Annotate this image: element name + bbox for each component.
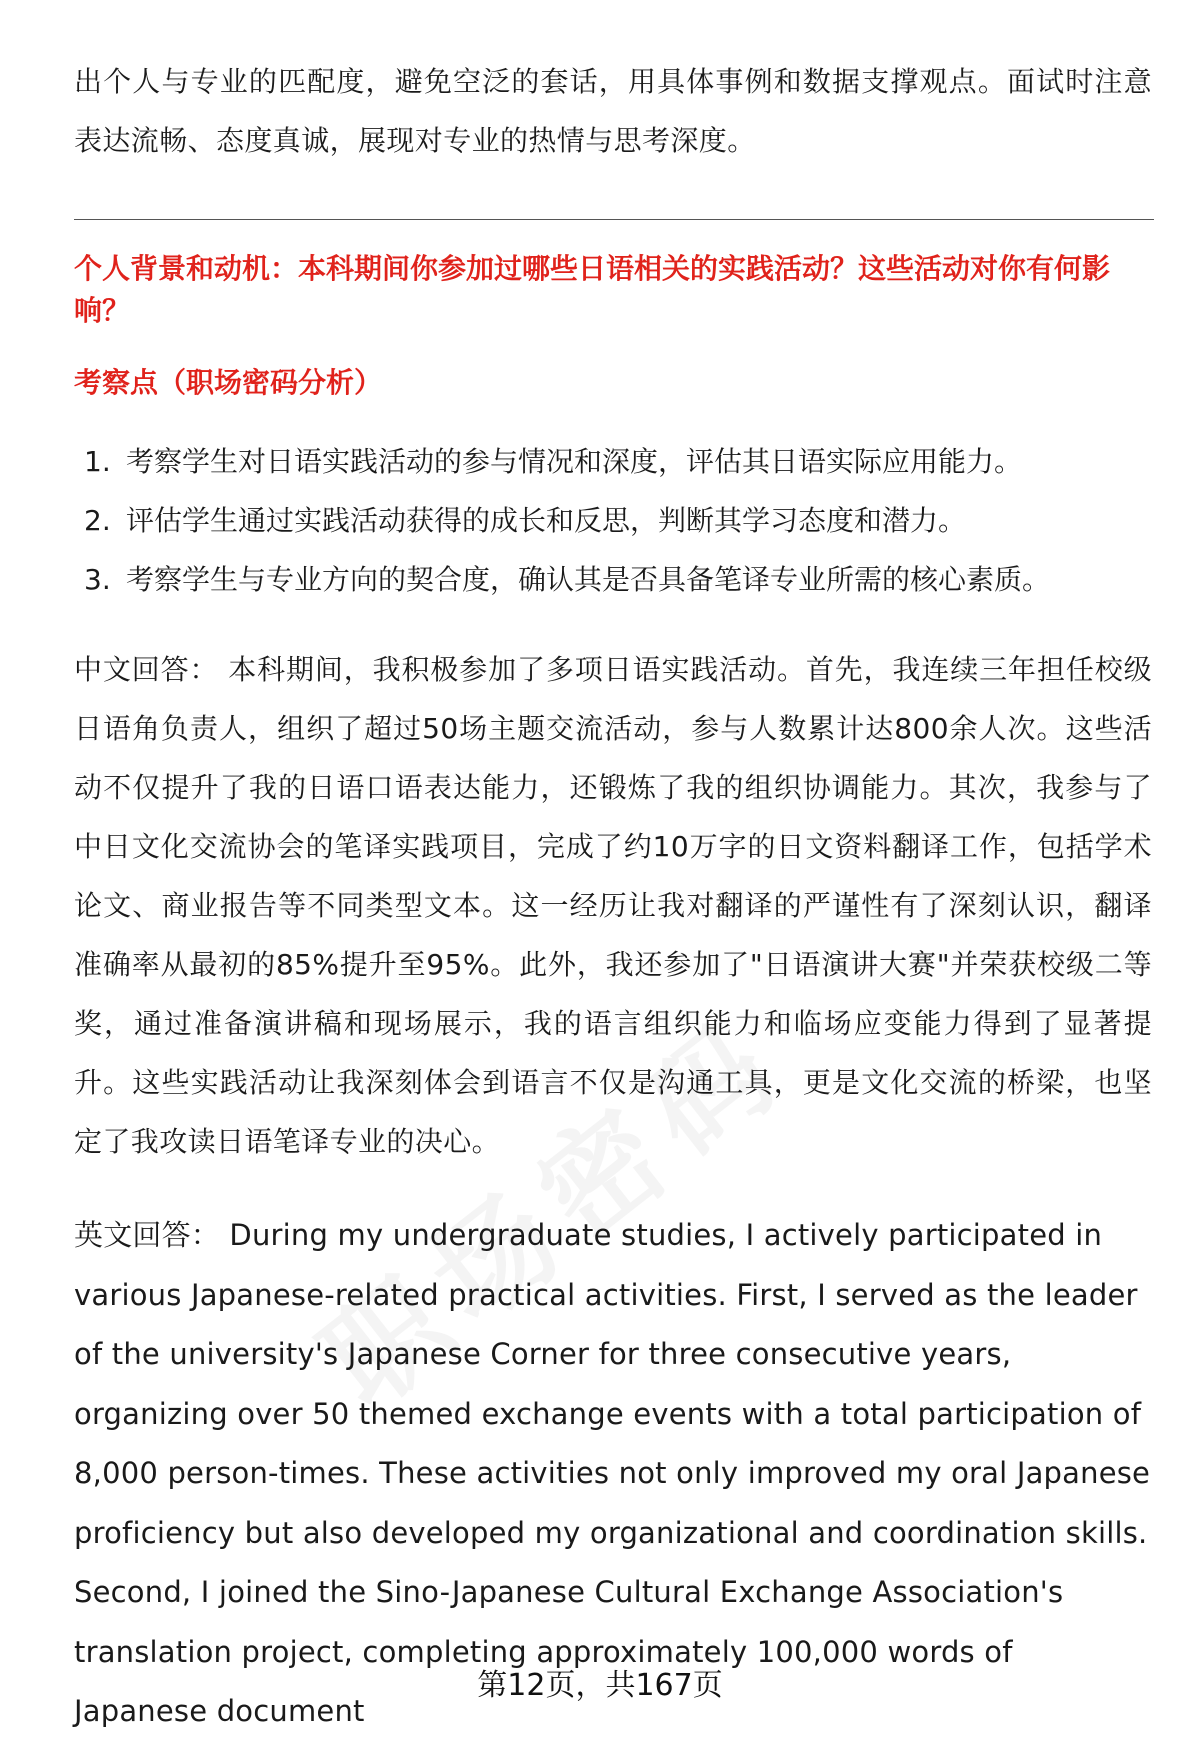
list-item	[84, 432, 1144, 491]
question-heading: 个人背景和动机：本科期间你参加过哪些日语相关的实践活动？这些活动对你有何影响？	[74, 252, 1111, 327]
focus-title: 考察点（职场密码分析）	[74, 366, 383, 399]
list-text: 考察学生对日语实践活动的参与情况和深度，评估其日语实际应用能力。	[126, 445, 1023, 478]
list-item	[84, 550, 1144, 609]
list-number: 3.	[84, 563, 111, 596]
english-answer: 英文回答： During my undergraduate studies, I actively participated in various Japanese-related practical activities. First, I served as the leader of the university's Japanese Corner for three consecutive years, organizing over 50 themed exchange events with a total participation of 8,000 person-times. These activities not only improved my oral Japanese proficiency but also developed my organizational and coordination skills. Second, I joined the Sino-Japanese Cultural Exchange Association's translation project, completing approximately 100,000 words of Japanese document	[74, 1218, 1151, 1728]
section-divider	[74, 219, 1154, 220]
page-number: 第12页，共167页	[477, 1668, 723, 1703]
list-text: 考察学生与专业方向的契合度，确认其是否具备笔译专业所需的核心素质。	[126, 563, 1051, 596]
list-text: 评估学生通过实践活动获得的成长和反思，判断其学习态度和潜力。	[126, 504, 967, 537]
list-item	[84, 491, 1144, 550]
chinese-answer: 中文回答： 本科期间，我积极参加了多项日语实践活动。首先，我连续三年担任校级日语角负责人，组织了超过50场主题交流活动，参与人数累计达800余人次。这些活动不仅提升了我的日语口语表达能力，还锻炼了我的组织协调能力。其次，我参与了中日文化交流协会的笔译实践项目，完成了约10万字的日文资料翻译工作，包括学术论文、商业报告等不同类型文本。这一经历让我对翻译的严谨性有了深刻认识，翻译准确率从最初的85%提升至95%。此外，我还参加了"日语演讲大赛"并荣获校级二等奖，通过准备演讲稿和现场展示，我的语言组织能力和临场应变能力得到了显著提升。这些实践活动让我深刻体会到语言不仅是沟通工具，更是文化交流的桥梁，也坚定了我攻读日语笔译专业的决心。	[74, 653, 1152, 1158]
list-number: 1.	[84, 445, 111, 478]
list-number: 2.	[84, 504, 111, 537]
focus-list	[84, 432, 1144, 609]
intro-paragraph: 出个人与专业的匹配度，避免空泛的套话，用具体事例和数据支撑观点。面试时注意表达流畅、态度真诚，展现对专业的热情与思考深度。	[74, 65, 1152, 157]
